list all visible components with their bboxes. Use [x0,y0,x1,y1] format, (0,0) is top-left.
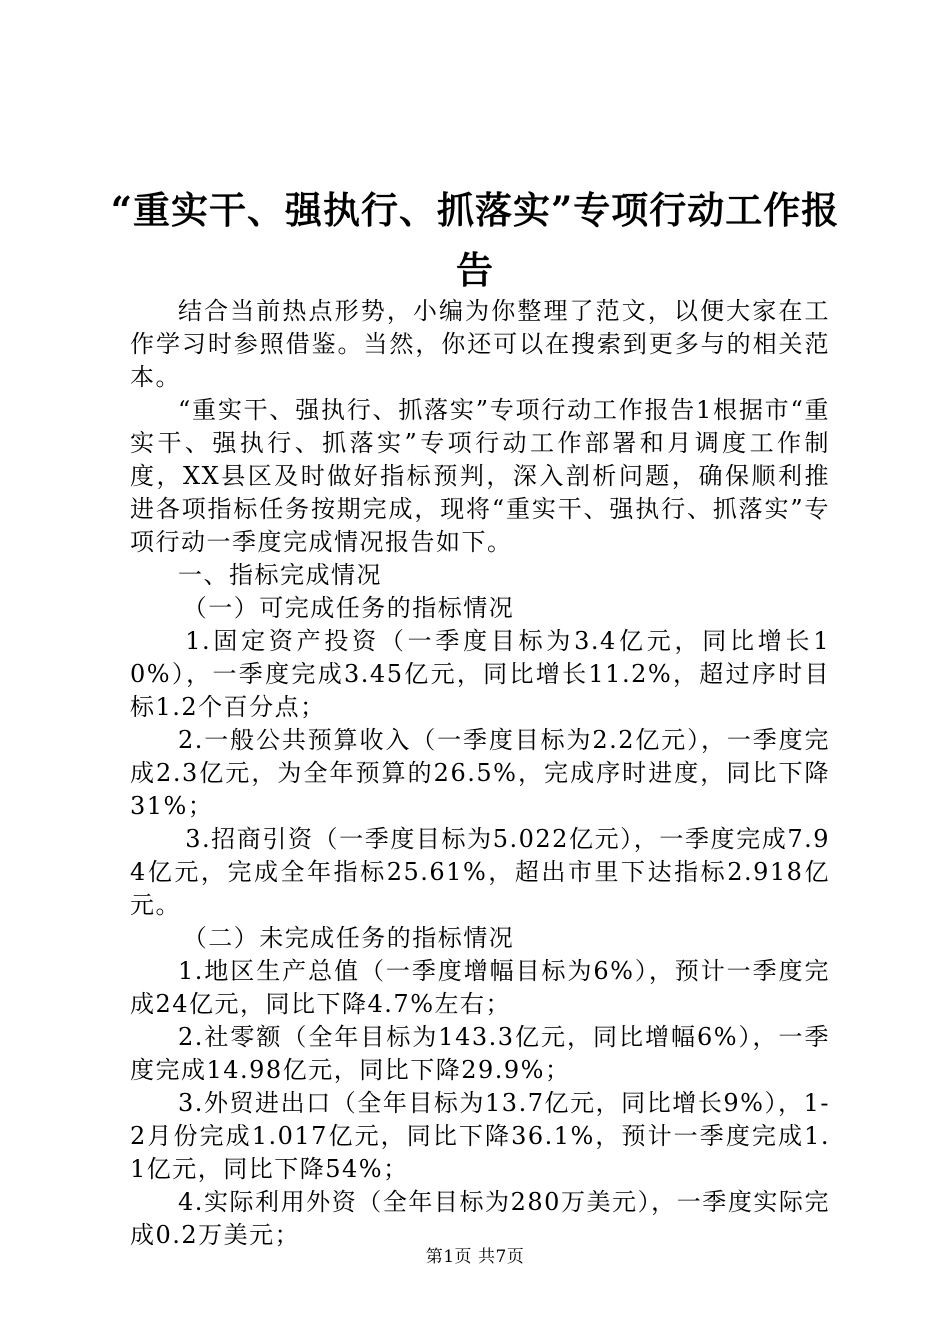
subsection-heading: （二）未完成任务的指标情况 [182,924,515,952]
paragraph-item: 2.社零额（全年目标为143.3亿元，同比增幅6%），一季度完成14.98亿元，同比下降29.9%； [130,1023,830,1084]
paragraph-item: 1.地区生产总值（一季度增幅目标为6%），预计一季度完成24亿元，同比下降4.7%左右； [130,957,830,1018]
document-title-line-1: “重实干、强执行、抓落实”专项行动工作报 [110,188,840,232]
paragraph-report-opening: “重实干、强执行、抓落实”专项行动工作报告1根据市“重实干、强执行、抓落实”专项行动工作部署和月调度工作制度，XX县区及时做好指标预判，深入剖析问题，确保顺利推进各项指标任务按期完成，现将“重实干、强执行、抓落实”专项行动一季度完成情况报告如下。 [130,396,830,556]
page-number-footer: 第1页 共7页 [425,1247,525,1267]
section-heading: 一、指标完成情况 [178,561,382,589]
paragraph-intro: 结合当前热点形势，小编为你整理了范文，以便大家在工作学习时参照借鉴。当然，你还可以在搜索到更多与的相关范本。 [130,297,830,391]
paragraph-item: 3.招商引资（一季度目标为5.022亿元），一季度完成7.94亿元，完成全年指标25.61%，超出市里下达指标2.918亿元。 [130,825,830,919]
subsection-heading: （一）可完成任务的指标情况 [182,594,515,622]
paragraph-item: 4.实际利用外资（全年目标为280万美元），一季度实际完成0.2万美元； [130,1188,830,1249]
document-body [130,295,830,1252]
document-title-line-2: 告 [456,248,494,292]
paragraph-item: 3.外贸进出口（全年目标为13.7亿元，同比增长9%），1-2月份完成1.017亿元，同比下降36.1%，预计一季度完成1.1亿元，同比下降54%； [130,1089,830,1183]
paragraph-item: 2.一般公共预算收入（一季度目标为2.2亿元），一季度完成2.3亿元，为全年预算的26.5%，完成序时进度，同比下降31%； [130,726,830,820]
paragraph-item: 1.固定资产投资（一季度目标为3.4亿元，同比增长10%），一季度完成3.45亿元，同比增长11.2%，超过序时目标1.2个百分点； [130,627,830,721]
